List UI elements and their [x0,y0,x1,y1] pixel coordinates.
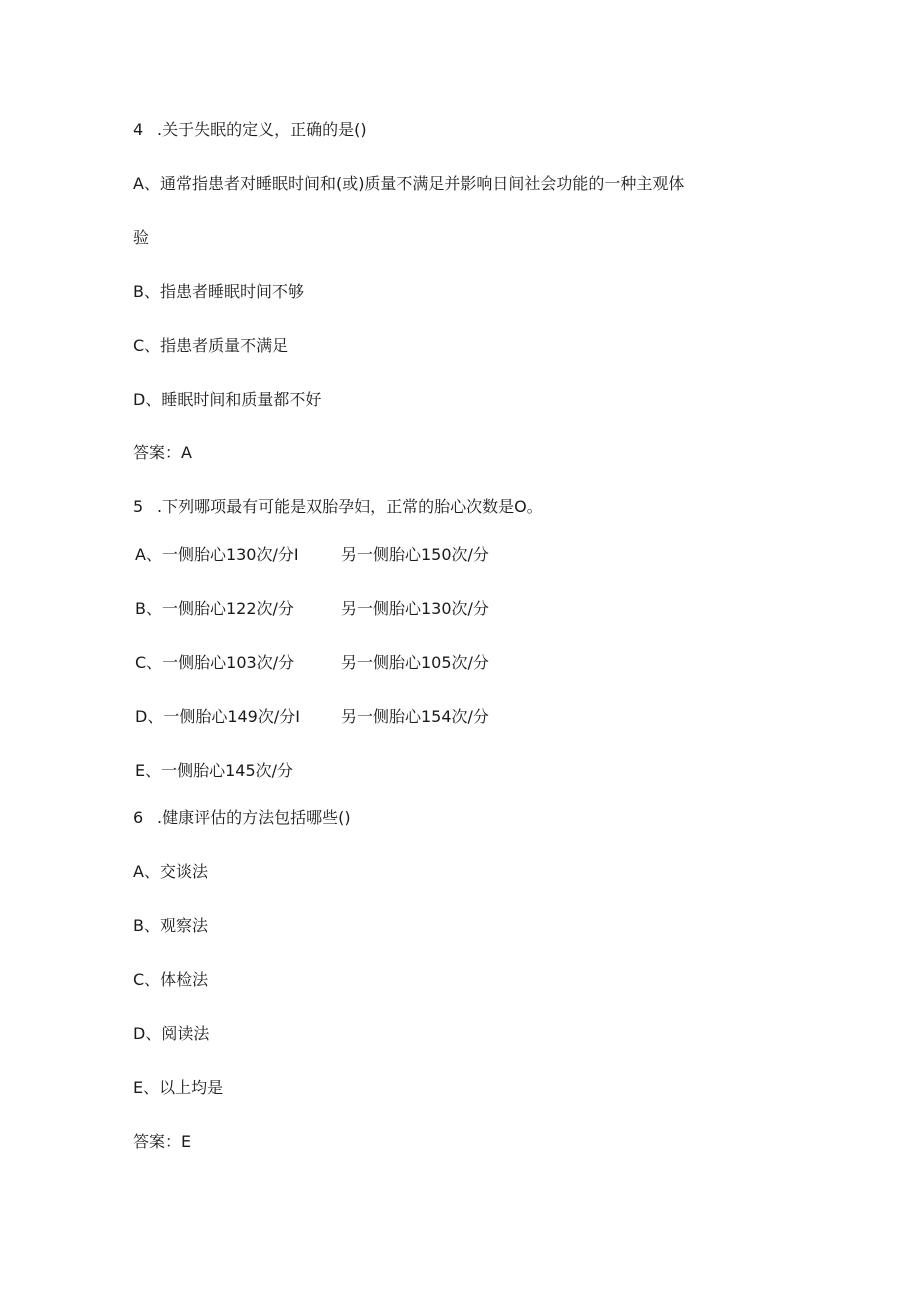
q6-option-a: A、交谈法 [133,862,208,881]
question-text: .健康评估的方法包括哪些() [157,808,351,827]
question-5-stem [133,497,543,517]
question-4-stem [133,120,367,140]
q5-option-e-left: E、一侧胎心145次/分 [135,761,294,780]
q4-option-c: C、指患者质量不满足 [133,336,289,355]
q6-option-e: E、以上均是 [133,1078,224,1097]
question-text: .下列哪项最有可能是双胎孕妇，正常的胎心次数是O。 [157,497,543,516]
question-number: 4 [133,120,144,139]
q4-option-a-line2: 验 [133,228,150,247]
q5-option-a-left: A、一侧胎心130次/分I [135,545,299,564]
q5-option-c-right: 另一侧胎心105次/分 [341,653,489,672]
question-number: 6 [133,808,144,827]
question-text: .关于失眠的定义，正确的是() [157,120,367,139]
q4-option-a-line1: A、通常指患者对睡眠时间和(或)质量不满足并影响日间社会功能的一种主观体 [133,174,685,193]
q5-option-d-right: 另一侧胎心154次/分 [341,707,489,726]
q6-option-b: B、观察法 [133,916,208,935]
q6-option-c: C、体检法 [133,970,209,989]
q5-option-c-left: C、一侧胎心103次/分 [135,653,295,672]
q5-option-d-left: D、一侧胎心149次/分I [135,707,300,726]
q5-option-a-right: 另一侧胎心150次/分 [341,545,489,564]
q4-option-b: B、指患者睡眠时间不够 [133,282,304,301]
question-6-stem [133,808,351,828]
q6-answer: 答案：E [133,1132,192,1151]
q5-option-b-left: B、一侧胎心122次/分 [135,599,294,618]
q4-answer: 答案：A [133,443,192,462]
q6-option-d: D、阅读法 [133,1024,210,1043]
q4-option-d: D、睡眠时间和质量都不好 [133,390,322,409]
q5-option-b-right: 另一侧胎心130次/分 [341,599,489,618]
question-number: 5 [133,497,144,516]
